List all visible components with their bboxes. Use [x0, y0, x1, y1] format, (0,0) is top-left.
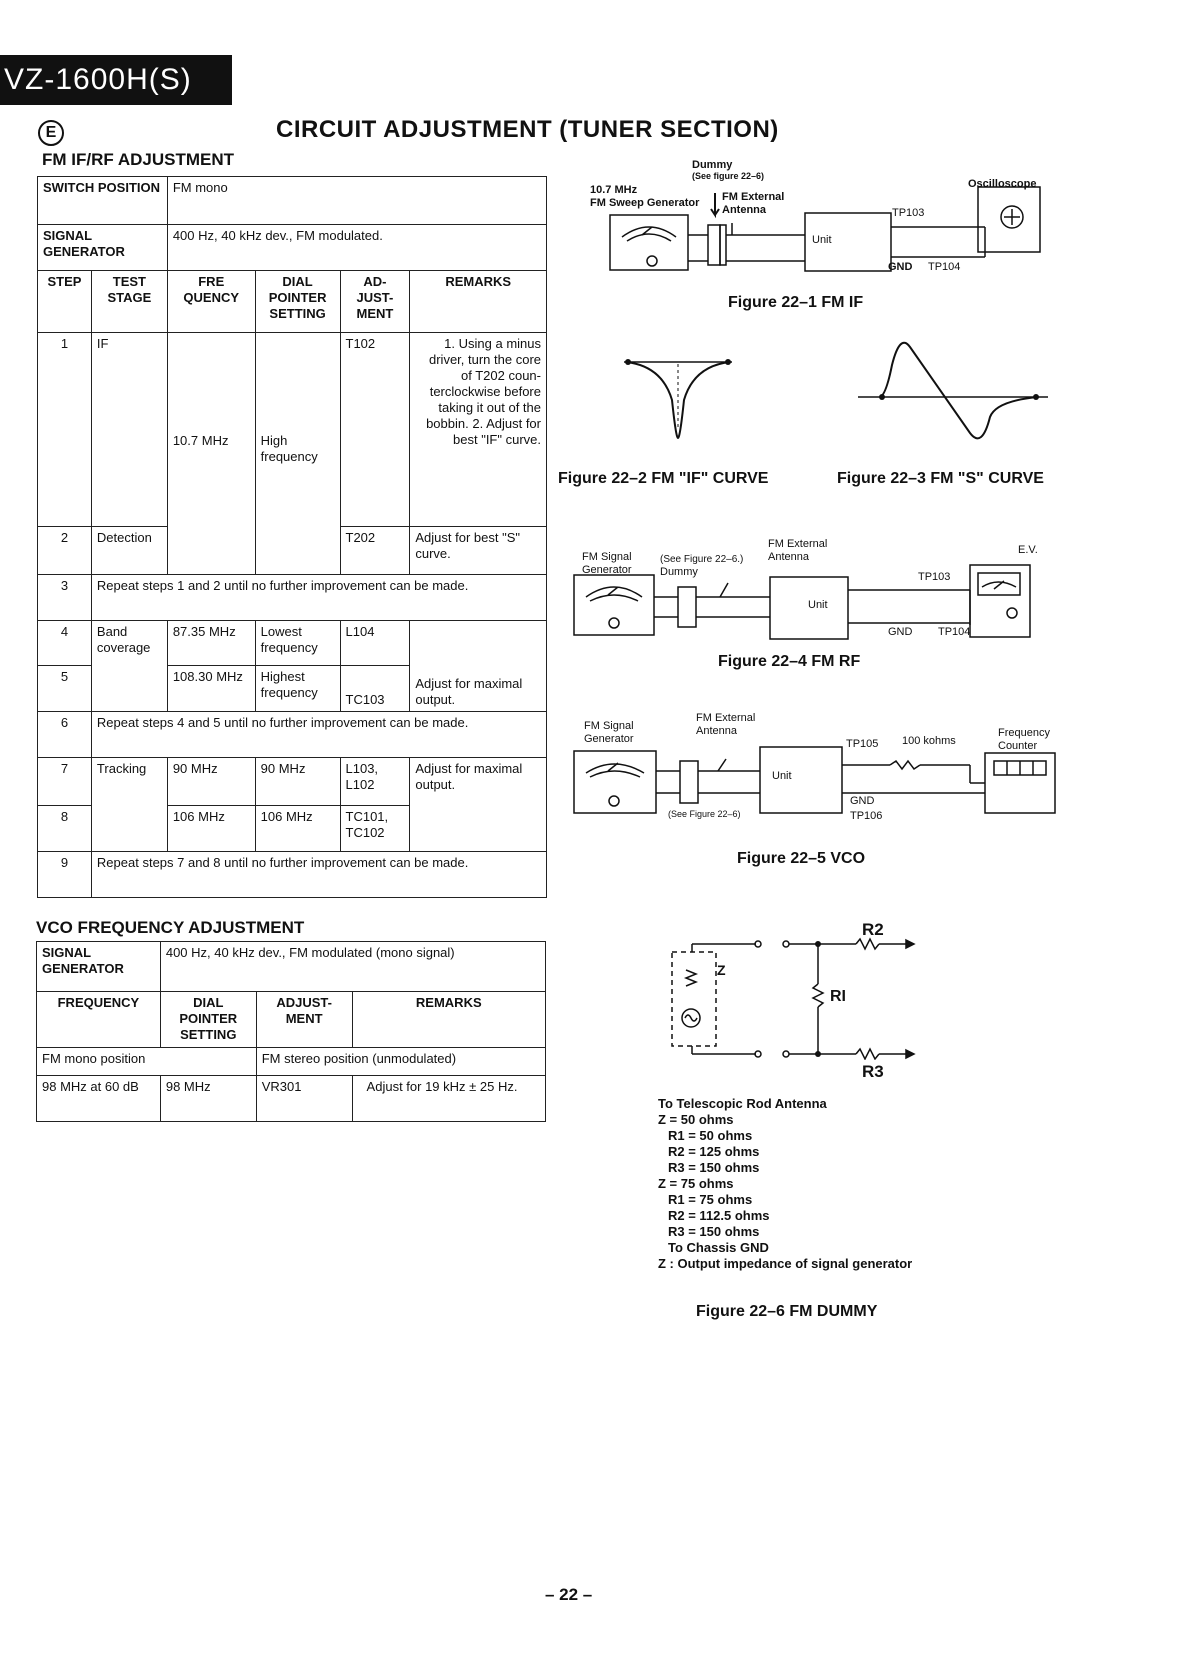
fig4-ant2: Antenna — [768, 551, 809, 563]
frequency-cell: 108.30 MHz — [167, 666, 255, 712]
step-number: 2 — [38, 527, 92, 575]
dummy-line: Z : Output impedance of signal generator — [658, 1256, 913, 1271]
fm-s-curve — [858, 335, 1048, 455]
adjustment-cell: TC101, TC102 — [340, 806, 410, 852]
test-stage: Detection — [91, 527, 167, 575]
step-number: 5 — [38, 666, 92, 712]
adjustment-cell: TC103 — [340, 666, 410, 712]
fig4-gen2: Generator — [582, 564, 632, 576]
fm-dummy-values — [658, 1096, 912, 1272]
remarks-cell: 1. Using a minus driver, turn the core of T202 coun- terclockwise before taking it out of the bobbin. 2. Adjust for best "IF" curve. — [410, 333, 547, 527]
fm-rf-diagram — [570, 545, 1070, 645]
fig5-caption: Figure 22–5 VCO — [737, 850, 866, 867]
col-header: DIAL POINTER SETTING — [255, 271, 340, 333]
vco-heading: VCO FREQUENCY ADJUSTMENT — [36, 918, 305, 937]
dial-cell: High frequency — [255, 333, 340, 575]
dummy-line: To Telescopic Rod Antenna — [658, 1096, 827, 1111]
dummy-line: R3 = 150 ohms — [668, 1224, 760, 1239]
col-header: AD- JUST- MENT — [340, 271, 410, 333]
col-header: DIAL POINTER SETTING — [160, 992, 256, 1048]
fig4-tp2: TP104 — [938, 626, 971, 638]
col-header: REMARKS — [352, 992, 545, 1048]
fig4-gen1: FM Signal — [582, 551, 632, 563]
col-header: FRE QUENCY — [167, 271, 255, 333]
fig5-ant2: Antenna — [696, 725, 737, 737]
fm-if-rf-table — [37, 176, 547, 898]
vco-mode-right: FM stereo position (unmodulated) — [256, 1048, 545, 1076]
test-stage: Tracking — [91, 758, 167, 852]
fig4-dummy: Dummy — [660, 566, 698, 578]
fig5-gnd: GND — [850, 795, 875, 807]
frequency-cell: 10.7 MHz — [167, 333, 255, 575]
fig1-caption: Figure 22–1 FM IF — [728, 294, 864, 311]
step-number: 3 — [38, 575, 92, 621]
fig5-unit: Unit — [772, 770, 792, 782]
fig6-r1: RI — [830, 988, 846, 1005]
fig1-tp1: TP103 — [892, 207, 925, 219]
step-number: 9 — [38, 852, 92, 898]
step-number: 6 — [38, 712, 92, 758]
vco-mode-left: FM mono position — [37, 1048, 257, 1076]
frequency-cell: 87.35 MHz — [167, 621, 255, 666]
fig5-gen2: Generator — [584, 733, 634, 745]
step-number: 8 — [38, 806, 92, 852]
fig1-ant2: Antenna — [722, 204, 766, 216]
section-mark: E — [38, 120, 64, 146]
step-number: 4 — [38, 621, 92, 666]
switch-position-label: SWITCH POSITION — [38, 177, 168, 225]
fig1-dummy: Dummy — [692, 159, 733, 171]
vco-remarks: Adjust for 19 kHz ± 25 Hz. — [352, 1076, 545, 1122]
step-number: 1 — [38, 333, 92, 527]
col-header: TEST STAGE — [91, 271, 167, 333]
fig6-caption: Figure 22–6 FM DUMMY — [696, 1303, 878, 1320]
dummy-line: R2 = 112.5 ohms — [668, 1208, 770, 1223]
frequency-cell: 90 MHz — [167, 758, 255, 806]
fig1-oscilloscope: Oscilloscope — [968, 178, 1037, 190]
fig5-ant1: FM External — [696, 712, 756, 724]
vco-adjustment: VR301 — [256, 1076, 352, 1122]
remarks-cell: Adjust for maximal output. — [410, 621, 547, 712]
fig5-tp1: TP105 — [846, 738, 879, 750]
fm-dummy-diagram — [660, 930, 940, 1060]
col-header: STEP — [38, 271, 92, 333]
col-header: ADJUST- MENT — [256, 992, 352, 1048]
test-stage: IF — [91, 333, 167, 527]
page-number: – 22 – — [545, 1585, 593, 1604]
vco-dial: 98 MHz — [160, 1076, 256, 1122]
step-note: Repeat steps 4 and 5 until no further improvement can be made. — [91, 712, 546, 758]
vco-diagram — [570, 735, 1070, 825]
test-stage: Band coverage — [91, 621, 167, 712]
fig4-ev: E.V. — [1018, 544, 1038, 556]
step-number: 7 — [38, 758, 92, 806]
fig5-fc1: Frequency — [998, 727, 1050, 739]
col-header: FREQUENCY — [37, 992, 161, 1048]
fig5-gen1: FM Signal — [584, 720, 634, 732]
fig1-ant1: FM External — [722, 191, 785, 203]
switch-position-value: FM mono — [167, 177, 546, 225]
fig4-dummy-ref: (See Figure 22–6.) — [660, 554, 744, 565]
dummy-line: To Chassis GND — [668, 1240, 769, 1255]
fm-if-curve — [612, 350, 742, 445]
fig1-unit: Unit — [812, 234, 832, 246]
dummy-line: R3 = 150 ohms — [668, 1160, 760, 1175]
fig2-caption: Figure 22–2 FM "IF" CURVE — [558, 470, 769, 487]
step-note: Repeat steps 1 and 2 until no further improvement can be made. — [91, 575, 546, 621]
dial-cell: Highest frequency — [255, 666, 340, 712]
step-note: Repeat steps 7 and 8 until no further improvement can be made. — [91, 852, 546, 898]
col-header: REMARKS — [410, 271, 547, 333]
vco-signal-generator-label: SIGNAL GENERATOR — [37, 942, 161, 992]
fig4-gnd: GND — [888, 626, 913, 638]
fig6-r3: R3 — [862, 1062, 884, 1081]
model-banner: VZ-1600H(S) — [0, 55, 232, 105]
dummy-line: R2 = 125 ohms — [668, 1144, 760, 1159]
fig5-tp2: TP106 — [850, 810, 883, 822]
dial-cell: Lowest frequency — [255, 621, 340, 666]
fig1-dummy-ref: (See figure 22–6) — [692, 171, 765, 181]
fig4-unit: Unit — [808, 599, 828, 611]
fig1-tp2: TP104 — [928, 261, 961, 273]
vco-signal-generator-value: 400 Hz, 40 kHz dev., FM modulated (mono signal) — [160, 942, 545, 992]
adjustment-cell: L104 — [340, 621, 410, 666]
remarks-cell: Adjust for best "S" curve. — [410, 527, 547, 575]
fig5-fc2: Counter — [998, 740, 1038, 752]
dial-cell: 106 MHz — [255, 806, 340, 852]
dial-cell: 90 MHz — [255, 758, 340, 806]
fig6-r2: R2 — [862, 920, 884, 939]
remarks-cell: Adjust for maximal output. — [410, 758, 547, 852]
adjustment-cell: T102 — [340, 333, 410, 527]
dummy-line: R1 = 75 ohms — [668, 1192, 753, 1207]
signal-generator-label: SIGNAL GENERATOR — [38, 225, 168, 271]
fig3-caption: Figure 22–3 FM "S" CURVE — [837, 470, 1044, 487]
vco-frequency: 98 MHz at 60 dB — [37, 1076, 161, 1122]
page-title: CIRCUIT ADJUSTMENT (TUNER SECTION) — [276, 116, 779, 143]
adjustment-cell: L103, L102 — [340, 758, 410, 806]
fig1-gen1: 10.7 MHz — [590, 184, 638, 196]
vco-table — [36, 941, 546, 1122]
frequency-cell: 106 MHz — [167, 806, 255, 852]
fig5-res: 100 kohms — [902, 735, 956, 747]
fig1-gnd: GND — [888, 261, 913, 273]
fig1-gen2: FM Sweep Generator — [590, 197, 700, 209]
fig4-caption: Figure 22–4 FM RF — [718, 653, 861, 670]
fig5-ref: (See Figure 22–6) — [668, 809, 741, 819]
dummy-line: R1 = 50 ohms — [668, 1128, 753, 1143]
dummy-line: Z = 50 ohms — [658, 1112, 734, 1127]
fig6-z: Z — [717, 962, 726, 978]
adjustment-cell: T202 — [340, 527, 410, 575]
signal-generator-value: 400 Hz, 40 kHz dev., FM modulated. — [167, 225, 546, 271]
fig4-tp1: TP103 — [918, 571, 951, 583]
fig4-ant1: FM External — [768, 538, 828, 550]
fm-if-rf-heading: FM IF/RF ADJUSTMENT — [42, 150, 235, 169]
dummy-line: Z = 75 ohms — [658, 1176, 734, 1191]
